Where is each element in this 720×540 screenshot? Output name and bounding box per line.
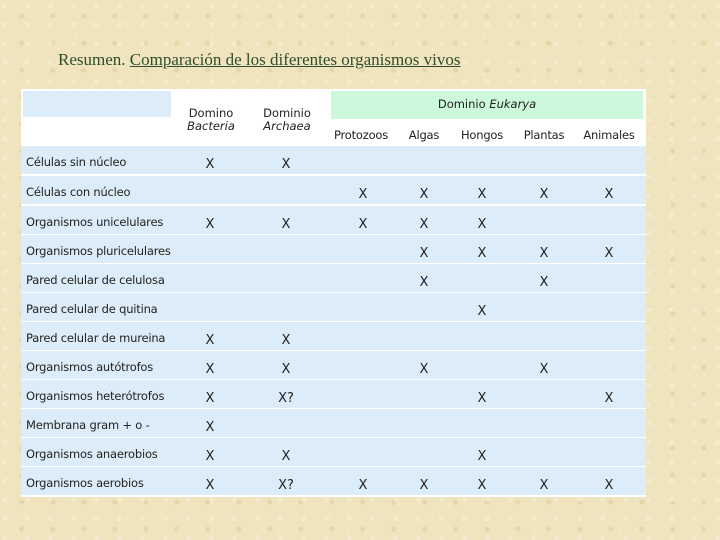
row-label: Pared celular de celulosa [26,273,165,287]
header-col-0: Protozoos [333,128,389,142]
cell-mark: X [604,391,614,406]
cell-mark: X [281,333,291,348]
cell-mark: X [477,449,487,464]
cell-mark: X [205,157,215,172]
cell-mark: X [281,362,291,377]
cell-mark: X [477,187,487,202]
row-label: Pared celular de mureina [26,331,166,345]
page-title [58,50,460,70]
cell-mark: X? [278,391,294,406]
row-label: Organismos anaerobios [26,447,158,461]
header-eukarya-line1: Dominio [437,97,486,111]
cell-mark: X [358,217,368,232]
cell-mark: X [419,246,429,261]
row-label: Organismos pluricelulares [26,244,171,258]
header-bacteria-line1: Domino [188,106,234,120]
cell-mark: X [419,217,429,232]
cell-mark: X [281,157,291,172]
header-col-3: Plantas [523,128,565,142]
cell-mark: X [205,217,215,232]
cell-mark: X [358,478,368,493]
title-prefix: Resumen. [58,50,126,69]
cell-mark: X [604,246,614,261]
row-label: Membrana gram + o - [26,418,150,432]
header-archaea-line1: Dominio [263,106,311,120]
cell-mark: X [419,362,429,377]
header-col-4: Animales [583,128,635,142]
cell-mark: X [477,304,487,319]
header-archaea-line2: Archaea [263,119,311,133]
cell-mark: X [205,333,215,348]
header-bacteria-line2: Bacteria [187,119,235,133]
cell-mark: X [539,362,549,377]
row-label: Organismos autótrofos [26,360,154,374]
title-subject: Comparación de los diferentes organismos vivos [129,50,461,69]
cell-mark: X [358,187,368,202]
row-label: Células sin núcleo [26,155,127,169]
cell-mark: X [539,246,549,261]
cell-mark: X [205,391,215,406]
header-col-1: Algas [408,128,440,142]
header-col-2: Hongos [460,128,504,142]
cell-mark: X [539,275,549,290]
header-eukarya [331,98,643,111]
cell-mark: X [205,362,215,377]
cell-mark: X [419,187,429,202]
cell-mark: X? [278,478,294,493]
row-label: Células con núcleo [26,185,131,199]
row-label: Organismos aerobios [26,476,144,490]
cell-mark: X [205,449,215,464]
header-bacteria [173,107,249,133]
cell-mark: X [604,478,614,493]
cell-mark: X [419,275,429,290]
row-label: Pared celular de quitina [26,302,158,316]
cell-mark: X [477,391,487,406]
comparison-table [21,89,646,497]
cell-mark: X [604,187,614,202]
cell-mark: X [477,246,487,261]
header-eukarya-line2: Eukarya [489,97,537,111]
cell-mark: X [205,420,215,435]
row-label: Organismos heterótrofos [26,389,165,403]
row-label: Organismos unicelulares [26,215,164,229]
cell-mark: X [419,478,429,493]
cell-mark: X [477,217,487,232]
header-blank-cell [23,91,171,117]
cell-mark: X [205,478,215,493]
cell-mark: X [281,449,291,464]
cell-mark: X [539,478,549,493]
cell-mark: X [281,217,291,232]
header-archaea [249,107,325,133]
cell-mark: X [539,187,549,202]
cell-mark: X [477,478,487,493]
